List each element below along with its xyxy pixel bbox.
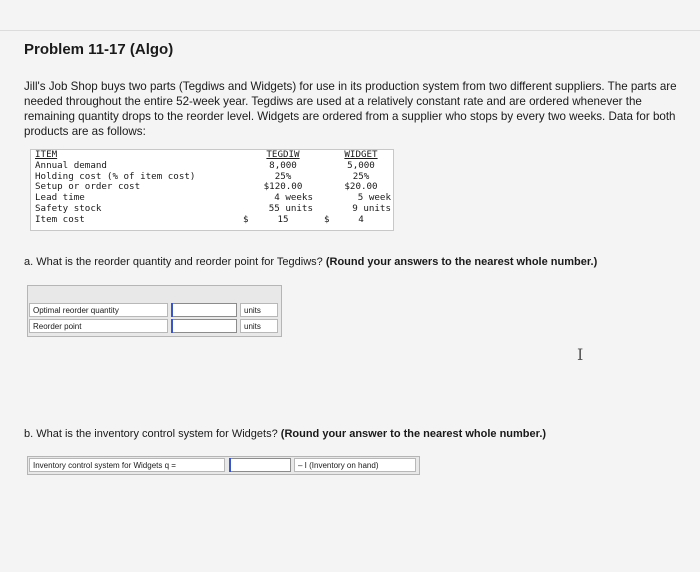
row-safety-stock	[31, 204, 393, 215]
row-label: Holding cost (% of item cost)	[35, 170, 196, 182]
inventory-control-label: Inventory control system for Widgets q =	[29, 458, 225, 472]
answer-label: Reorder point	[29, 319, 168, 333]
question-b-text: b. What is the inventory control system for Widgets?	[24, 428, 278, 440]
tegdiw-value: 55 units	[268, 202, 313, 214]
header-widget: WIDGET	[344, 149, 378, 160]
problem-intro: Jill's Job Shop buys two parts (Tegdiws and Widgets) for use in its production system from two different suppliers. The parts are needed throughout the entire 52-week year. Tegdiws are used at a relatively constant rate and are ordered whenever the remaining quantity drops to the reorder level. Widgets are ordered from a supplier who stops by every two weeks. Data for both products are as follows:	[24, 80, 677, 138]
inventory-on-hand-suffix: – I (Inventory on hand)	[294, 458, 416, 472]
text-cursor-icon: I	[577, 345, 584, 364]
widget-value: 4	[358, 213, 364, 225]
top-divider	[0, 30, 700, 31]
reorder-point-input[interactable]	[171, 319, 237, 333]
row-label: Setup or order cost	[35, 181, 141, 193]
answer-row-reorder-quantity	[28, 303, 281, 319]
row-setup-cost	[31, 182, 393, 193]
answer-row-reorder-point	[28, 319, 281, 335]
row-label: Item cost	[35, 213, 85, 225]
row-item-cost	[31, 215, 393, 226]
widget-value: 25%	[352, 170, 370, 182]
answer-unit: units	[240, 319, 278, 333]
answer-row-inventory-control	[27, 456, 420, 475]
widget-value: 5 week	[357, 192, 391, 204]
question-a-instruction: (Round your answers to the nearest whole number.)	[325, 256, 598, 268]
widget-value: 5,000	[347, 159, 375, 171]
question-a-text: a. What is the reorder quantity and reorder point for Tegdiws?	[24, 256, 323, 268]
answer-label: Optimal reorder quantity	[29, 303, 168, 317]
widget-value: 9 units	[352, 202, 391, 214]
header-item: ITEM	[35, 149, 58, 160]
tegdiw-value: 4 weeks	[274, 192, 313, 204]
answer-unit: units	[240, 303, 278, 317]
tegdiw-value: 15	[277, 213, 289, 225]
header-tegdiw: TEGDIW	[266, 149, 300, 160]
question-a	[24, 256, 597, 268]
row-label: Annual demand	[35, 159, 107, 171]
tegdiw-value: 25%	[274, 170, 292, 182]
answer-table-a	[27, 285, 282, 337]
row-label: Lead time	[35, 192, 85, 204]
question-b	[24, 428, 546, 440]
problem-title: Problem 11-17 (Algo)	[24, 41, 174, 58]
reorder-quantity-input[interactable]	[171, 303, 237, 317]
question-b-instruction: (Round your answer to the nearest whole number.)	[280, 428, 547, 440]
data-table	[30, 149, 394, 231]
widget-value: $20.00	[344, 181, 378, 193]
widget-currency: $	[324, 213, 330, 225]
tegdiw-value: $120.00	[263, 181, 303, 193]
widgets-q-input[interactable]	[229, 458, 291, 472]
row-annual-demand	[31, 161, 393, 172]
tegdiw-value: 8,000	[269, 159, 297, 171]
row-label: Safety stock	[35, 202, 102, 214]
tegdiw-currency: $	[243, 213, 249, 225]
